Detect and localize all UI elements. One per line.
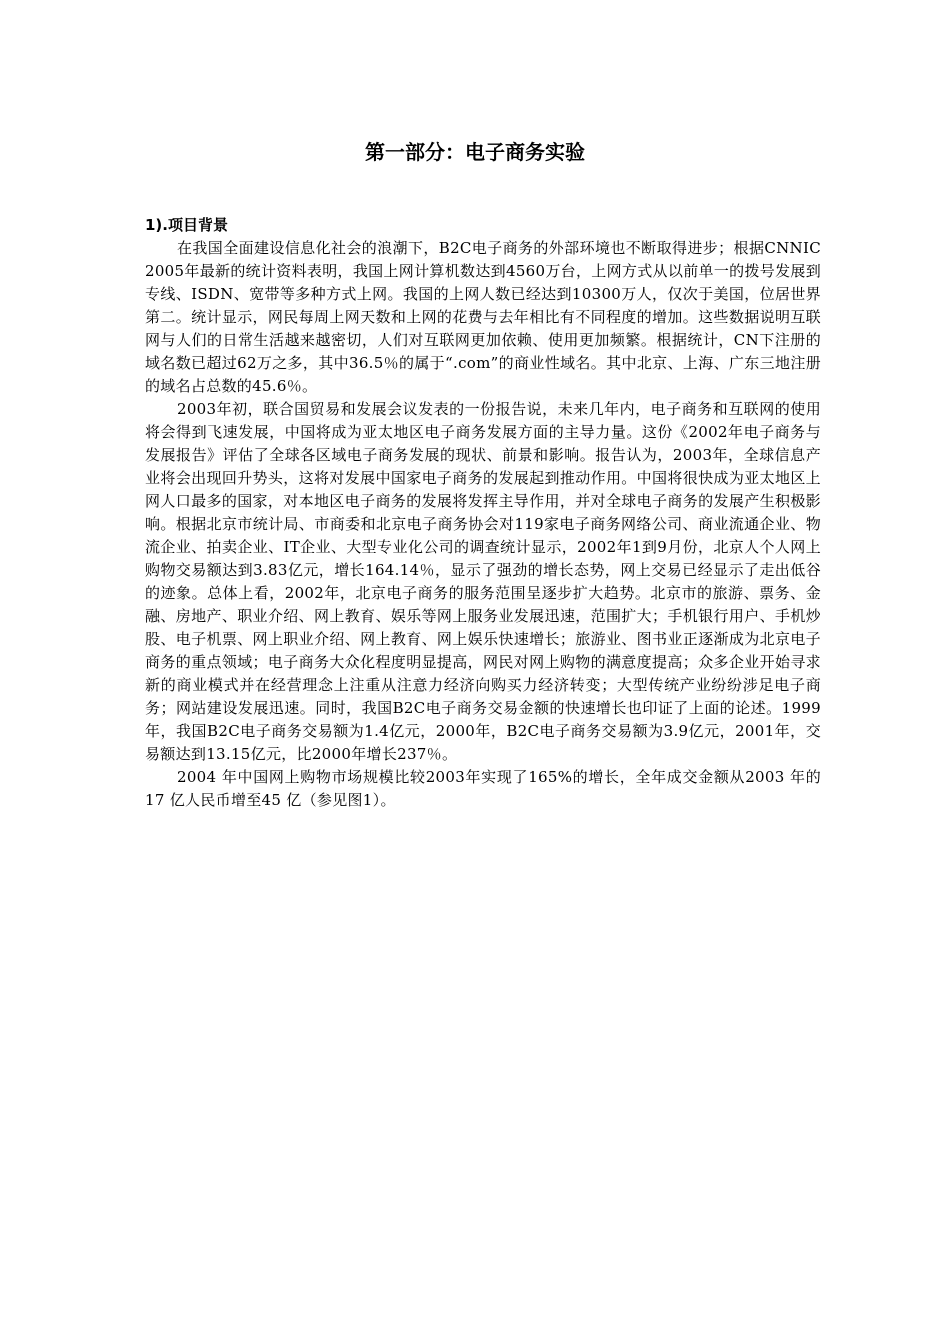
paragraph-2: 2003年初，联合国贸易和发展会议发表的一份报告说，未来几年内，电子商务和互联网的使用将会得到飞速发展，中国将成为亚太地区电子商务发展方面的主导力量。这份《2002年电子商务与发展报告》评估了全球各区域电子商务发展的现状、前景和影响。报告认为，2003年，全球信息产业将会出现回升势头，这将对发展中国家电子商务的发展起到推动作用。中国将很快成为亚太地区上网人口最多的国家，对本地区电子商务的发展将发挥主导作用，并对全球电子商务的发展产生积极影响。根据北京市统计局、市商委和北京电子商务协会对119家电子商务网络公司、商业流通企业、物流企业、拍卖企业、IT企业、大型专业化公司的调查统计显示，2002年1到9月份，北京人个人网上购物交易额达到3.83亿元，增长164.14％，显示了强劲的增长态势，网上交易已经显示了走出低谷的迹象。总体上看，2002年，北京电子商务的服务范围呈逐步扩大趋势。北京市的旅游、票务、金融、房地产、职业介绍、网上教育、娱乐等网上服务业发展迅速，范围扩大；手机银行用户、手机炒股、电子机票、网上职业介绍、网上教育、网上娱乐快速增长；旅游业、图书业正逐渐成为北京电子商务的重点领域；电子商务大众化程度明显提高，网民对网上购物的满意度提高；众多企业开始寻求新的商业模式并在经营理念上注重从注意力经济向购买力经济转变；大型传统产业纷纷涉足电子商务；网站建设发展迅速。同时，我国B2C电子商务交易金额的快速增长也印证了上面的论述。1999年，我国B2C电子商务交易额为1.4亿元，2000年，B2C电子商务交易额为3.9亿元，2001年，交易额达到13.15亿元，比2000年增长237％。 [145,400,821,763]
section-project-background [145,214,821,812]
section-heading: 1).项目背景 [145,216,228,234]
paragraph-1: 在我国全面建设信息化社会的浪潮下，B2C电子商务的外部环境也不断取得进步；根据CNNIC 2005年最新的统计资料表明，我国上网计算机数达到4560万台，上网方式从以前单一的拨号发展到专线、ISDN、宽带等多种方式上网。我国的上网人数已经达到10300万人，仅次于美国，位居世界第二。统计显示，网民每周上网天数和上网的花费与去年相比有不同程度的增加。这些数据说明互联网与人们的日常生活越来越密切，人们对互联网更加依赖、使用更加频繁。根据统计，CN下注册的域名数已超过62万之多，其中36.5％的属于“.com”的商业性域名。其中北京、上海、广东三地注册的域名占总数的45.6％。 [145,239,821,395]
paragraph-3: 2004 年中国网上购物市场规模比较2003年实现了165%的增长，全年成交金额从2003 年的17 亿人民币增至45 亿（参见图1）。 [145,768,821,809]
page-title: 第一部分：电子商务实验 [365,140,585,164]
